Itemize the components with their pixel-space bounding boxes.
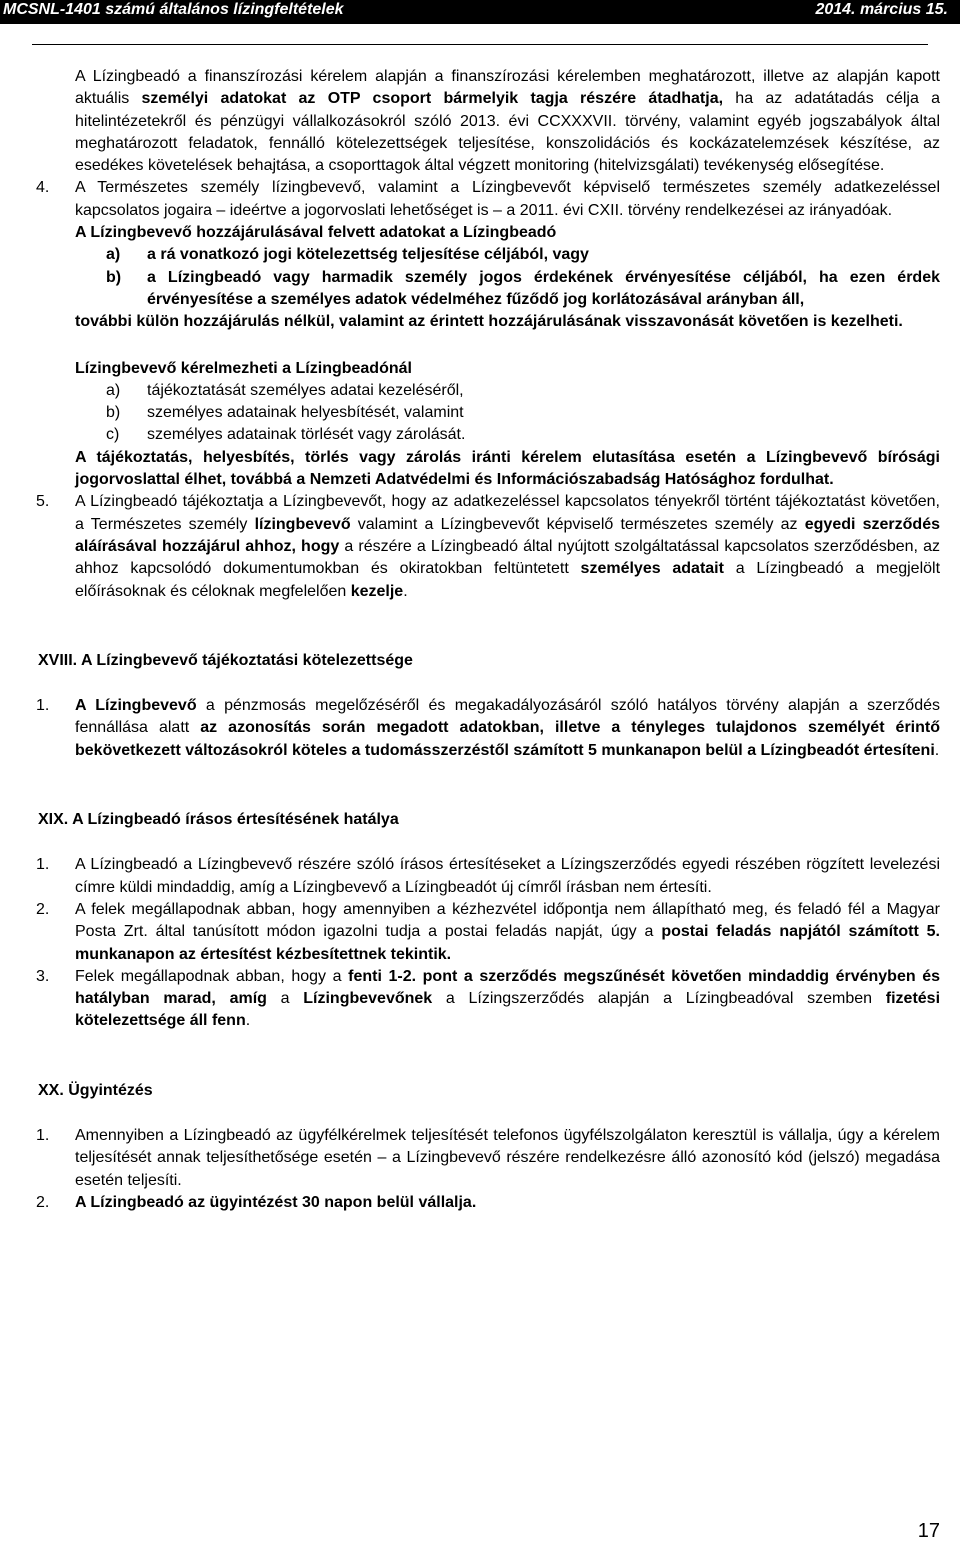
document-date: 2014. március 15. <box>815 1 948 18</box>
text-run: . <box>245 1012 251 1030</box>
text-run: a részére a Lízingbeadó által nyújtott szolgáltatással kapcsolatos szerződésben, az ahhoz kapcsolódó dokumentumokban és okiratokban feltüntetett <box>75 537 940 578</box>
item-number: 2. <box>36 1193 50 1211</box>
option-text: személyes adatainak helyesbítését, valamint <box>147 404 464 422</box>
bold-run: személyi adatokat az OTP csoport bármelyik tagja részére átadhatja, <box>141 90 724 108</box>
item-text: A Lízingbeadó a Lízingbevevő részére szóló írásos értesítéseket a Lízingszerződés egyedi részében rögzített levelezési címre küldi mindaddig, amíg a Lízingbevevő a Lízingbeadót új címről írásban nem értesíti. <box>75 856 940 896</box>
document-title: MCSNL-1401 számú általános lízingfeltételek <box>3 1 344 18</box>
option-label: c) <box>106 426 120 444</box>
section19-item-1 <box>36 854 940 899</box>
section20-item-2 <box>36 1192 940 1214</box>
request-heading: Lízingbevevő kérelmezheti a Lízingbeadónál <box>75 359 412 377</box>
bold-run: postai feladás napjától számított 5. munkanapon az értesítést kézbesítettnek tekintik. <box>75 923 940 963</box>
bold-run: Lízingbevevőnek <box>303 990 433 1008</box>
item-number: 2. <box>36 900 50 918</box>
request-option-b <box>106 402 940 424</box>
item-number: 3. <box>36 967 50 985</box>
page-number: 17 <box>917 1520 940 1542</box>
bold-run: személyes adatait <box>580 560 724 578</box>
text-run: a <box>266 990 304 1008</box>
item-text: Amennyiben a Lízingbeadó az ügyfélkérelmek teljesítését telefonos ügyfélszolgálaton keresztül is vállalja, úgy a kérelem teljesítését annak teljesíthetősége esetén – a Lízingbevevő részére rendelkezésre álló azonosító kód (jelszó) megadása esetén teljesíti. <box>75 1126 940 1189</box>
text-run: Felek megállapodnak abban, hogy a <box>75 967 349 985</box>
text-run: a Lízingszerződés alapján a Lízingbeadóval szemben <box>432 990 886 1008</box>
text-run: ha az adatátadás célja a hitelintézetekről és pénzügyi vállalkozásokról szóló 2013. évi CCXXXVII. törvény, valamint egyéb jogszabályok által meghatározott feladatok, fennálló kötelezettségek teljesítése, konszolidációs és kockázatelemzések készítése, az esedékes követelések behajtása, a csoporttagok által végzett monitoring (hitelvizsgálati) tevékenység elősegítése. <box>75 90 941 175</box>
bold-run: A Lízingbevevő <box>75 697 197 715</box>
document-body <box>0 66 960 1214</box>
text-run: valamint a Lízingbevevőt képviselő természetes személy az <box>350 515 805 533</box>
text-run: A Lízingbeadó tájékoztatja a Lízingbevevőt, hogy az adatkezeléssel kapcsolatos tényekről történt tájékoztatást követően, a Természetes személy <box>75 493 940 533</box>
text-run: a pénzmosás megelőzéséről és megakadályozásáról szóló hatályos törvény alapján a szerződés fennállása alatt <box>75 697 941 737</box>
section19-item-2 <box>36 899 940 966</box>
text-run: . <box>934 741 940 759</box>
text-run: . <box>403 582 408 600</box>
request-option-a <box>106 380 940 402</box>
section-heading-xix: XIX. A Lízingbeadó írásos értesítésének hatálya <box>38 811 399 829</box>
section18-item-1 <box>36 695 941 762</box>
bold-run: kezelje <box>350 582 404 600</box>
section-heading-xviii: XVIII. A Lízingbevevő tájékoztatási kötelezettsége <box>38 651 413 669</box>
bold-run: az azonosítás során megadott adatokban, illetve a tényleges tulajdonos személyét érintő bekövetkezett változásokról köteles a tudomásszerzéstől számított 5 munkanapon belül a Lízingbeadót értesíteni <box>75 719 941 759</box>
page-header <box>0 0 960 24</box>
bold-run: lízingbevevő <box>254 515 351 533</box>
bold-run: fizetési kötelezettsége áll fenn <box>75 990 941 1030</box>
text-run: A Lízingbeadó a finanszírozási kérelem alapján a finanszírozási kérelemben meghatározott, illetve az alapján kapott aktuális <box>75 68 940 108</box>
consent-option-a <box>106 244 940 266</box>
list-item-5 <box>36 491 941 602</box>
remedy-paragraph: A tájékoztatás, helyesbítés, törlés vagy zárolás iránti kérelem elutasítása esetén a Lízingbevevő bírósági jogorvoslattal élhet, továbbá a Nemzeti Adatvédelmi és Információszabadság Hatósághoz fordulhat. <box>75 448 940 489</box>
option-label: a) <box>106 246 121 264</box>
option-label: a) <box>106 381 121 399</box>
item-text <box>75 899 940 966</box>
text-run: a Lízingbeadó a megjelölt előírásoknak és céloknak megfelelően <box>75 560 941 600</box>
header-rule <box>32 44 928 45</box>
text-run: A felek megállapodnak abban, hogy amennyiben a kézhezvétel időpontja nem állapítható meg, és feladó fél a Magyar Posta Zrt. által tanúsított módon igazolni tudja a postai feladás napját, úgy a <box>75 900 940 941</box>
option-label: b) <box>106 268 122 286</box>
section19-item-3 <box>36 966 941 1033</box>
option-label: b) <box>106 404 121 422</box>
item-number: 1. <box>36 697 50 715</box>
request-option-c <box>106 424 940 446</box>
item-text: A Lízingbeadó az ügyintézést 30 napon belül vállalja. <box>75 1193 477 1211</box>
item-text <box>75 695 940 762</box>
item-number: 1. <box>36 1126 50 1144</box>
option-text: személyes adatainak törlését vagy zárolását. <box>147 426 466 444</box>
section20-item-1 <box>36 1125 940 1192</box>
option-text: a Lízingbeadó vagy harmadik személy jogos érdekének érvényesítése céljából, ha ezen érdek érvényesítése a személyes adatok védelméhez fűződő jog korlátozásával arányban áll, <box>147 268 940 308</box>
item-text <box>75 966 940 1033</box>
consent-tail: további külön hozzájárulás nélkül, valamint az érintett hozzájárulásának visszavonását követően is kezelheti. <box>75 313 903 331</box>
list-item-4 <box>36 177 940 244</box>
consent-heading: A Lízingbevevő hozzájárulásával felvett adatokat a Lízingbeadó <box>75 224 557 242</box>
option-text: tájékoztatását személyes adatai kezeléséről, <box>147 381 464 399</box>
item-text: A Természetes személy lízingbevevő, valamint a Lízingbevevőt képviselő természetes személy adatkezeléssel kapcsolatos jogaira – ideértve a jogorvoslati lehetőséget is – a 2011. évi CXII. törvény rendelkezései az irányadóak. <box>75 179 940 219</box>
bold-run: fenti 1-2. pont a szerződés megszűnését követően mindaddig érvényben és hatályban marad, amíg <box>75 967 941 1008</box>
section-heading-xx: XX. Ügyintézés <box>38 1081 153 1099</box>
item-number: 4. <box>36 179 50 197</box>
item-number: 5. <box>36 493 50 511</box>
option-text: a rá vonatkozó jogi kötelezettség teljesítése céljából, vagy <box>147 246 589 264</box>
bold-run: egyedi szerződés aláírásával hozzájárul ahhoz, hogy <box>75 515 940 555</box>
item-text <box>75 491 940 602</box>
consent-option-b <box>106 267 940 312</box>
item-number: 1. <box>36 856 50 874</box>
continued-paragraph <box>75 66 940 177</box>
